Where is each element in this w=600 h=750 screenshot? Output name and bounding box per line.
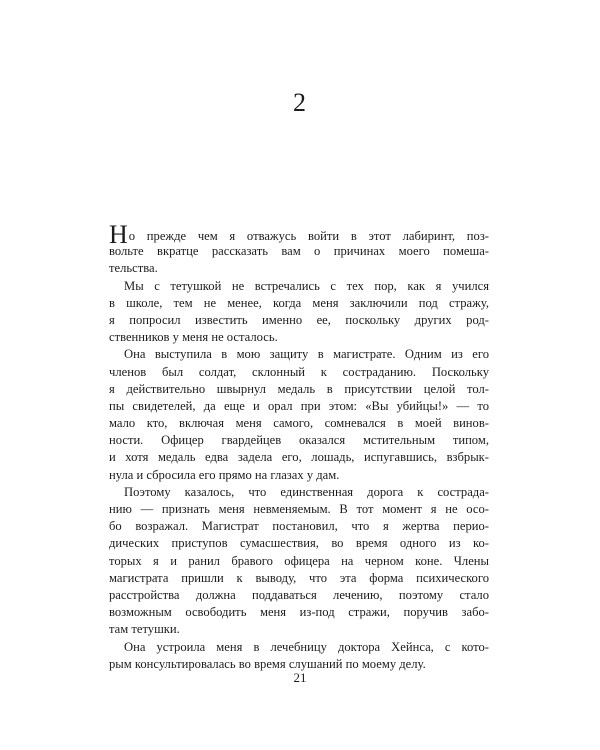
- text-line: торых я и ранил бравого офицера на черном коне. Члены: [109, 553, 489, 568]
- text-line: рым консультировалась во время слушаний по моему делу.: [109, 656, 426, 671]
- text-line: ственников у меня не осталось.: [109, 330, 278, 345]
- text-line: Мы с тетушкой не встречались с тех пор, как я учился: [124, 278, 489, 293]
- paragraph-1: [109, 220, 489, 278]
- drop-cap: Н: [109, 220, 128, 249]
- text-line: я действительно швырнул медаль в присутствии целой тол-: [109, 381, 489, 396]
- text-line: дических приступов сумасшествия, во время одного из ко-: [109, 536, 489, 551]
- page-number: 21: [293, 670, 307, 685]
- text-line: нула и сбросила его прямо на глазах у дам.: [109, 467, 340, 482]
- text-line: возможным освободить меня из-под стражи, поручив забо-: [109, 605, 489, 620]
- paragraph-2: [109, 278, 489, 347]
- text-line: в школе, тем не менее, когда меня заключили под стражу,: [109, 295, 489, 310]
- paragraph-4: [109, 484, 489, 639]
- paragraph-3: [109, 346, 489, 484]
- text-line: [109, 220, 489, 249]
- body-text: [109, 220, 489, 673]
- text-line: мало кто, включая меня самого, сомневался в моей винов-: [109, 416, 489, 431]
- text-line: магистрата пришли к выводу, что эта форма психического: [109, 570, 489, 585]
- text-line: Она выступила в мою защиту в магистрате. Одним из его: [124, 347, 489, 362]
- text-line: и хотя медаль едва задела его, лошадь, испугавшись, взбрык-: [109, 450, 489, 465]
- text-line: Она устроила меня в лечебницу доктора Хейнса, с кото-: [124, 639, 489, 654]
- chapter-number: 2: [293, 88, 307, 117]
- first-line-rest: о прежде чем я отважусь войти в этот лабиринт, поз-: [128, 229, 489, 243]
- text-line: Поэтому казалось, что единственная дорога к сострада-: [124, 484, 489, 499]
- paragraph-5: [109, 639, 489, 673]
- text-line: расстройства должна поддаваться лечению, поэтому стало: [109, 587, 489, 602]
- text-line: тельства.: [109, 261, 158, 276]
- text-line: там тетушки.: [109, 622, 180, 637]
- text-line: членов был солдат, склонный к состраданию. Поскольку: [109, 364, 489, 379]
- text-line: нию — признать меня невменяемым. В тот момент я не осо-: [109, 502, 489, 516]
- text-line: ности. Офицер гвардейцев оказался мстительным типом,: [109, 433, 489, 448]
- text-line: пы свидетелей, да еще и орал при этом: «Вы убийцы!» — то: [109, 398, 489, 413]
- text-line: бо возражал. Магистрат постановил, что я жертва перио-: [109, 519, 489, 534]
- text-line: вольте вкратце рассказать вам о причинах моего помеша-: [109, 244, 489, 259]
- text-line: я попросил известить именно ее, поскольку других род-: [109, 312, 489, 327]
